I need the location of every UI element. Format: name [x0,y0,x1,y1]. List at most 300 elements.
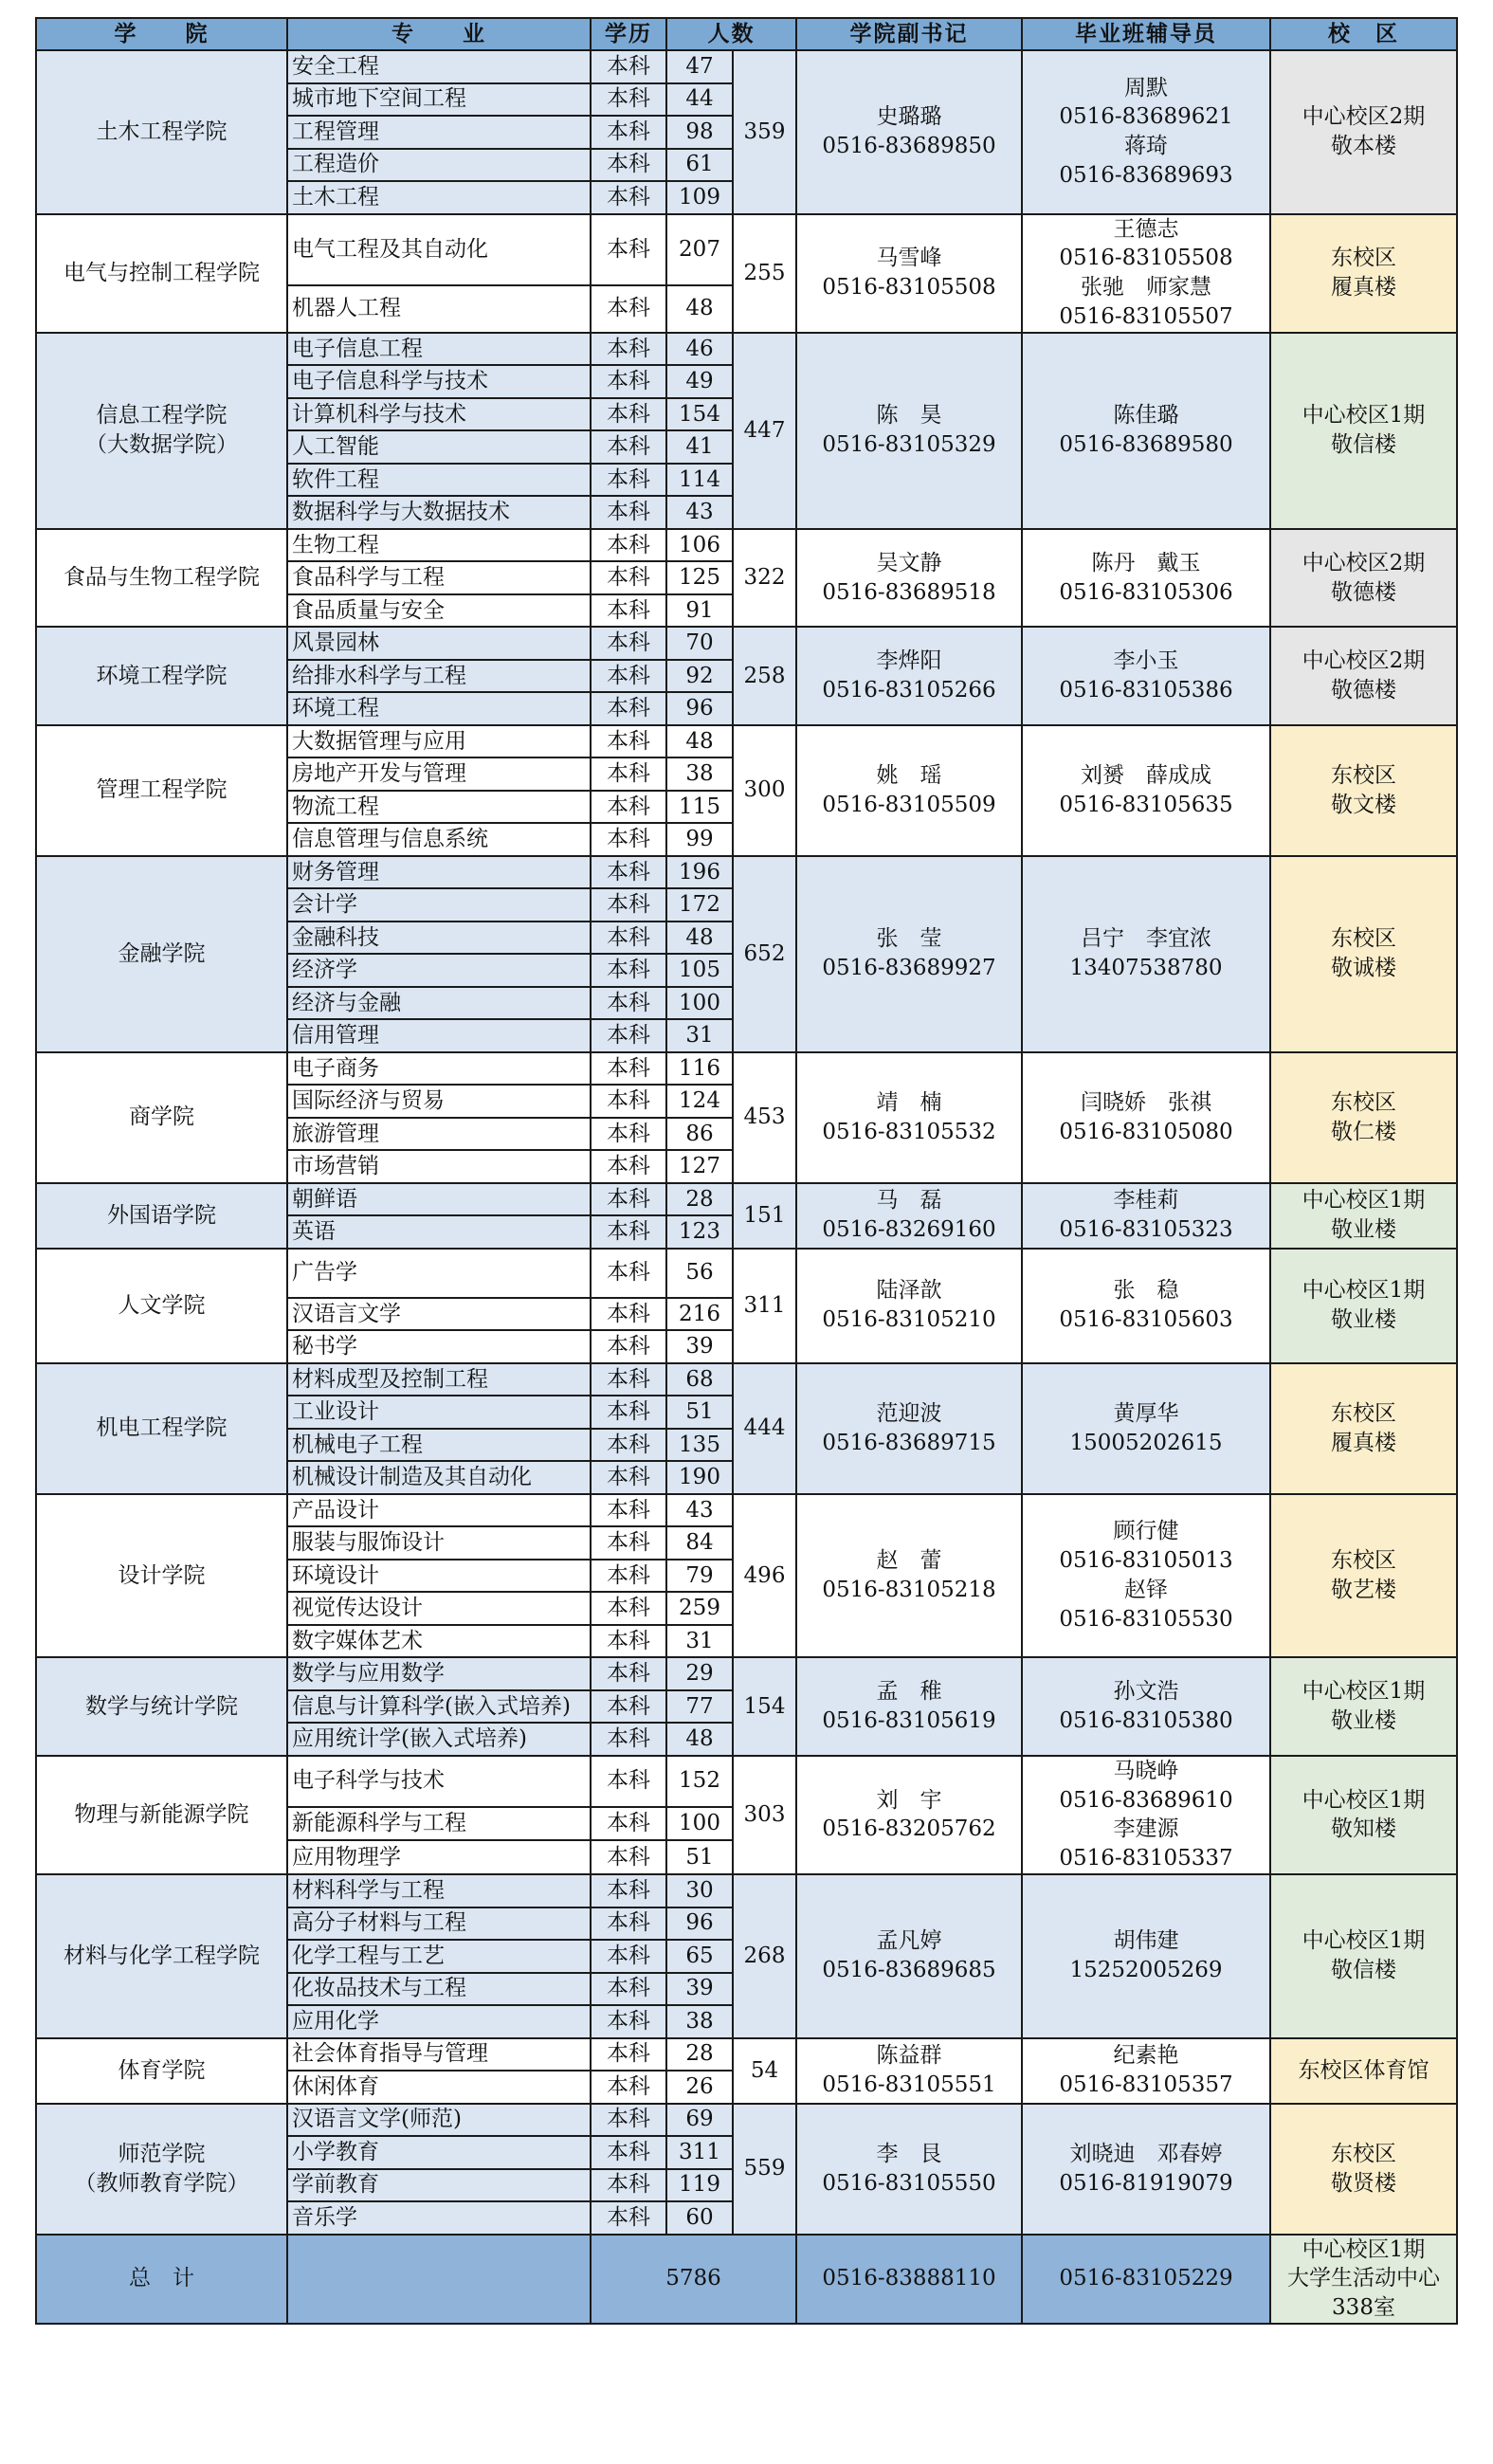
cell-line: 东校区 [1331,246,1396,271]
major-count: 100 [666,1807,733,1841]
major-count: 31 [666,1625,733,1658]
table-row [36,1363,1457,1396]
cell-line: 管理工程学院 [96,777,228,803]
cell-line: 李 艮 [876,2141,942,2166]
table-row [36,2104,1457,2137]
major-name: 会计学 [287,888,591,922]
table-row [36,529,1457,562]
cell-line: 张驰 师家慧 [1081,275,1211,301]
major-name: 休闲体育 [287,2071,591,2104]
cell-line: 食品与生物工程学院 [64,565,260,591]
major-count: 259 [666,1592,733,1625]
degree-cell: 本科 [591,1085,666,1118]
degree-cell: 本科 [591,1690,666,1724]
counselor-cell [1022,1874,1270,2038]
major-name: 应用物理学 [287,1840,591,1874]
major-count: 172 [666,888,733,922]
header-degree: 学历 [591,18,666,50]
summary-empty [287,2235,591,2324]
cell-line: 13407538780 [1069,956,1223,981]
cell-line: 敬德楼 [1331,678,1396,703]
cell-line: 0516-83105013 [1059,1548,1233,1574]
cell-line: 中心校区2期 [1302,550,1426,575]
cell-line: 0516-83105357 [1059,2072,1233,2097]
major-name: 工程管理 [287,116,591,149]
cell-line: （教师教育学院） [74,2170,249,2196]
major-name: 给排水科学与工程 [287,660,591,693]
major-count: 96 [666,1907,733,1941]
cell-line: 0516-83689927 [822,956,996,981]
college-total: 311 [733,1249,796,1363]
major-name: 安全工程 [287,50,591,83]
degree-cell: 本科 [591,1657,666,1690]
college-name [36,529,287,628]
cell-line: 0516-83105306 [1059,579,1233,605]
major-count: 30 [666,1874,733,1907]
degree-cell: 本科 [591,1625,666,1658]
campus-cell [1270,1183,1457,1249]
campus-cell [1270,1874,1457,2038]
header-college: 学 院 [36,18,287,50]
college-name [36,1249,287,1363]
campus-cell [1270,627,1457,725]
table-row [36,1494,1457,1527]
college-total: 154 [733,1657,796,1756]
cell-line: 中心校区1期 [1302,403,1426,429]
major-count: 51 [666,1396,733,1429]
cell-line: 马晓峥 [1113,1758,1179,1783]
major-count: 115 [666,791,733,824]
degree-cell: 本科 [591,2104,666,2137]
major-name: 金融科技 [287,922,591,955]
major-count: 48 [666,1723,733,1756]
secretary-cell [796,333,1022,529]
degree-cell: 本科 [591,2201,666,2235]
secretary-cell [796,856,1022,1052]
cell-line: 胡伟建 [1113,1928,1179,1954]
counselor-cell [1022,529,1270,628]
major-name: 服装与服饰设计 [287,1526,591,1560]
summary-secretary-phone: 0516-83888110 [796,2235,1022,2324]
major-count: 92 [666,660,733,693]
cell-line: 0516-83105619 [822,1708,996,1733]
header-counselor: 毕业班辅导员 [1022,18,1270,50]
cell-line: 15005202615 [1069,1430,1223,1455]
major-name: 工程造价 [287,149,591,182]
cell-line: 大学生活动中心 [1287,2266,1440,2291]
major-name: 电子商务 [287,1052,591,1086]
major-name: 食品科学与工程 [287,561,591,594]
secretary-cell [796,50,1022,214]
cell-line: 人文学院 [118,1292,206,1318]
degree-cell: 本科 [591,2169,666,2202]
degree-cell: 本科 [591,1019,666,1052]
major-count: 70 [666,627,733,660]
cell-line: 敬艺楼 [1331,1578,1396,1602]
college-name [36,725,287,856]
cell-line: 东校区 [1331,926,1396,952]
college-name [36,1183,287,1249]
campus-cell [1270,529,1457,628]
cell-line: 刘晓迪 邓春婷 [1069,2141,1223,2166]
cell-line: 0516-83105550 [822,2170,996,2196]
counselor-cell [1022,1494,1270,1658]
major-name: 高分子材料与工程 [287,1907,591,1941]
degree-cell: 本科 [591,1150,666,1183]
college-total: 447 [733,333,796,529]
cell-line: 敬知楼 [1331,1816,1396,1842]
cell-line: 0516-83105551 [822,2072,996,2097]
secretary-cell [796,1052,1022,1183]
table-row [36,627,1457,660]
cell-line: 0516-83689610 [1059,1787,1233,1813]
major-name: 经济学 [287,954,591,987]
degree-cell: 本科 [591,430,666,464]
cell-line: 东校区 [1331,1089,1396,1115]
major-name: 新能源科学与工程 [287,1807,591,1841]
major-name: 广告学 [287,1249,591,1298]
major-name: 数据科学与大数据技术 [287,496,591,529]
cell-line: 纪素艳 [1113,2043,1179,2069]
cell-line: 338室 [1332,2295,1395,2321]
secretary-cell [796,1363,1022,1494]
cell-line: 信息工程学院 [96,403,228,429]
campus-cell [1270,1363,1457,1494]
cell-line: 东校区 [1331,1548,1396,1574]
cell-line: 0516-83105337 [1059,1846,1233,1871]
campus-cell [1270,2104,1457,2235]
major-count: 43 [666,1494,733,1527]
cell-line: 孟 稚 [876,1679,942,1705]
cell-line: 马雪峰 [876,246,942,271]
cell-line: 0516-83105329 [822,432,996,458]
major-name: 应用化学 [287,2005,591,2038]
secretary-cell [796,2104,1022,2235]
degree-cell: 本科 [591,1396,666,1429]
summary-label: 总 计 [36,2235,287,2324]
degree-cell: 本科 [591,791,666,824]
major-name: 汉语言文学 [287,1298,591,1331]
counselor-cell [1022,333,1270,529]
cell-line: 东校区 [1331,1400,1396,1426]
cell-line: 孙文浩 [1113,1679,1179,1705]
college-total: 444 [733,1363,796,1494]
major-name: 视觉传达设计 [287,1592,591,1625]
cell-line: 陈 昊 [876,403,942,429]
major-name: 食品质量与安全 [287,594,591,628]
cell-line: 0516-83105380 [1059,1708,1233,1733]
degree-cell: 本科 [591,365,666,398]
cell-line: 0516-83105386 [1059,678,1233,703]
counselor-cell [1022,2104,1270,2235]
degree-cell: 本科 [591,83,666,117]
college-total: 559 [733,2104,796,2235]
major-name: 大数据管理与应用 [287,725,591,758]
degree-cell: 本科 [591,1907,666,1941]
cell-line: 敬业楼 [1331,1307,1396,1333]
secretary-cell [796,529,1022,628]
cell-line: 东校区 [1331,2141,1396,2166]
major-count: 69 [666,2104,733,2137]
degree-cell: 本科 [591,1183,666,1216]
cell-line: 敬仁楼 [1331,1119,1396,1144]
degree-cell: 本科 [591,1215,666,1249]
degree-cell: 本科 [591,149,666,182]
cell-line: 设计学院 [118,1562,206,1588]
cell-line: 中心校区1期 [1302,1278,1426,1304]
cell-line: 15252005269 [1069,1958,1223,1983]
major-count: 65 [666,1940,733,1973]
degree-cell: 本科 [591,627,666,660]
college-name [36,1363,287,1494]
college-name [36,50,287,214]
degree-cell: 本科 [591,181,666,214]
major-name: 秘书学 [287,1330,591,1363]
degree-cell: 本科 [591,398,666,431]
major-count: 116 [666,1052,733,1086]
summary-campus [1270,2235,1457,2324]
college-total: 322 [733,529,796,628]
college-name [36,1874,287,2038]
cell-line: 陈益群 [876,2043,942,2069]
major-name: 音乐学 [287,2201,591,2235]
cell-line: 外国语学院 [107,1202,216,1228]
cell-line: 0516-83689580 [1059,432,1233,458]
cell-line: 0516-83689693 [1059,163,1233,189]
major-name: 电子信息工程 [287,333,591,366]
major-name: 朝鲜语 [287,1183,591,1216]
table-row [36,2038,1457,2072]
counselor-cell [1022,725,1270,856]
cell-line: 敬文楼 [1331,792,1396,817]
cell-line: 闫晓娇 张祺 [1081,1089,1211,1115]
cell-line: 材料与化学工程学院 [64,1943,260,1968]
cell-line: 0516-83105530 [1059,1606,1233,1632]
counselor-cell [1022,1363,1270,1494]
cell-line: 张 稳 [1113,1278,1179,1304]
cell-line: 0516-83105507 [1059,303,1233,329]
major-count: 60 [666,2201,733,2235]
major-name: 电子科学与技术 [287,1756,591,1807]
cell-line: 刘 宇 [876,1787,942,1813]
campus-cell [1270,1052,1457,1183]
degree-cell: 本科 [591,1840,666,1874]
major-count: 28 [666,1183,733,1216]
college-total: 151 [733,1183,796,1249]
table-row [36,856,1457,889]
major-name: 社会体育指导与管理 [287,2038,591,2072]
college-total: 303 [733,1756,796,1874]
campus-cell [1270,214,1457,333]
major-count: 119 [666,2169,733,2202]
major-count: 86 [666,1118,733,1151]
cell-line: 金融学院 [118,940,206,966]
major-name: 数学与应用数学 [287,1657,591,1690]
summary-total: 5786 [591,2235,796,2324]
major-count: 29 [666,1657,733,1690]
cell-line: 0516-81919079 [1059,2170,1233,2196]
major-name: 风景园林 [287,627,591,660]
cell-line: 范迎波 [876,1400,942,1426]
degree-cell: 本科 [591,888,666,922]
degree-cell: 本科 [591,856,666,889]
major-count: 84 [666,1526,733,1560]
degree-cell: 本科 [591,1363,666,1396]
degree-cell: 本科 [591,1052,666,1086]
major-count: 41 [666,430,733,464]
degree-cell: 本科 [591,1723,666,1756]
major-name: 城市地下空间工程 [287,83,591,117]
cell-line: （大数据学院） [85,432,238,458]
cell-line: 孟凡婷 [876,1928,942,1954]
cell-line: 敬本楼 [1331,134,1396,159]
cell-line: 0516-83105218 [822,1578,996,1602]
cell-line: 敬信楼 [1331,1958,1396,1983]
college-name [36,214,287,333]
major-name: 化妆品技术与工程 [287,1973,591,2006]
major-name: 信用管理 [287,1019,591,1052]
college-total: 300 [733,725,796,856]
major-name: 信息与计算科学(嵌入式培养) [287,1690,591,1724]
table-body [36,50,1457,2324]
campus-cell [1270,856,1457,1052]
cell-line: 电气与控制工程学院 [64,260,260,285]
major-count: 56 [666,1249,733,1298]
cell-line: 中心校区1期 [1302,2236,1426,2262]
degree-cell: 本科 [591,1874,666,1907]
table-row [36,725,1457,758]
cell-line: 史璐璐 [876,104,942,130]
cell-line: 0516-83689715 [822,1430,996,1455]
cell-line: 环境工程学院 [96,663,228,688]
major-name: 市场营销 [287,1150,591,1183]
cell-line: 吕宁 李宜浓 [1081,926,1211,952]
table-row [36,1249,1457,1298]
major-name: 人工智能 [287,430,591,464]
major-count: 48 [666,725,733,758]
major-name: 机械设计制造及其自动化 [287,1461,591,1494]
major-name: 汉语言文学(师范) [287,2104,591,2137]
secretary-cell [796,1874,1022,2038]
campus-cell [1270,1249,1457,1363]
degree-cell: 本科 [591,2005,666,2038]
major-count: 47 [666,50,733,83]
secretary-cell [796,2038,1022,2104]
major-count: 39 [666,1973,733,2006]
cell-line: 0516-83105532 [822,1119,996,1144]
major-count: 105 [666,954,733,987]
secretary-cell [796,1756,1022,1874]
secretary-cell [796,1249,1022,1363]
cell-line: 机电工程学院 [96,1415,228,1441]
major-count: 109 [666,181,733,214]
degree-cell: 本科 [591,692,666,725]
secretary-cell [796,214,1022,333]
degree-cell: 本科 [591,922,666,955]
major-count: 123 [666,1215,733,1249]
major-count: 216 [666,1298,733,1331]
major-name: 软件工程 [287,464,591,497]
degree-cell: 本科 [591,561,666,594]
major-name: 工业设计 [287,1396,591,1429]
major-count: 61 [666,149,733,182]
degree-cell: 本科 [591,529,666,562]
major-count: 190 [666,1461,733,1494]
table-row [36,1874,1457,1907]
major-count: 152 [666,1756,733,1807]
major-count: 79 [666,1560,733,1593]
table-row [36,1657,1457,1690]
major-count: 28 [666,2038,733,2072]
major-name: 电子信息科学与技术 [287,365,591,398]
cell-line: 0516-83689685 [822,1958,996,1983]
cell-line: 敬业楼 [1331,1708,1396,1733]
degree-cell: 本科 [591,2038,666,2072]
cell-line: 0516-83105509 [822,792,996,817]
cell-line: 0516-83105603 [1059,1307,1233,1333]
degree-cell: 本科 [591,1429,666,1462]
college-name [36,1052,287,1183]
major-count: 127 [666,1150,733,1183]
degree-cell: 本科 [591,1940,666,1973]
major-count: 114 [666,464,733,497]
major-name: 环境设计 [287,1560,591,1593]
cell-line: 赵铎 [1124,1578,1168,1602]
major-name: 经济与金融 [287,987,591,1020]
major-name: 化学工程与工艺 [287,1940,591,1973]
header-count: 人数 [666,18,796,50]
college-name [36,2104,287,2235]
cell-line: 刘赟 薛成成 [1081,762,1211,788]
major-name: 机器人工程 [287,285,591,333]
cell-line: 李桂莉 [1113,1188,1179,1214]
counselor-cell [1022,1183,1270,1249]
cell-line: 0516-83689621 [1059,104,1233,130]
cell-line: 李烨阳 [876,648,942,674]
degree-cell: 本科 [591,1461,666,1494]
degree-cell: 本科 [591,285,666,333]
major-count: 154 [666,398,733,431]
degree-cell: 本科 [591,50,666,83]
campus-cell [1270,725,1457,856]
table-row [36,1052,1457,1086]
counselor-cell [1022,214,1270,333]
major-name: 物流工程 [287,791,591,824]
cell-line: 0516-83105508 [1059,246,1233,271]
major-name: 国际经济与贸易 [287,1085,591,1118]
college-total: 453 [733,1052,796,1183]
cell-line: 靖 楠 [876,1089,942,1115]
cell-line: 物理与新能源学院 [74,1801,249,1827]
cell-line: 0516-83689518 [822,579,996,605]
cell-line: 体育学院 [118,2057,206,2083]
secretary-cell [796,627,1022,725]
cell-line: 0516-83105323 [1059,1217,1233,1243]
major-name: 学前教育 [287,2169,591,2202]
header-secretary: 学院副书记 [796,18,1022,50]
major-count: 48 [666,922,733,955]
degree-cell: 本科 [591,725,666,758]
cell-line: 0516-83105266 [822,678,996,703]
major-count: 38 [666,757,733,791]
degree-cell: 本科 [591,1973,666,2006]
major-name: 材料科学与工程 [287,1874,591,1907]
college-total: 359 [733,50,796,214]
major-name: 应用统计学(嵌入式培养) [287,1723,591,1756]
degree-cell: 本科 [591,1592,666,1625]
major-count: 100 [666,987,733,1020]
cell-line: 商学院 [129,1104,194,1130]
